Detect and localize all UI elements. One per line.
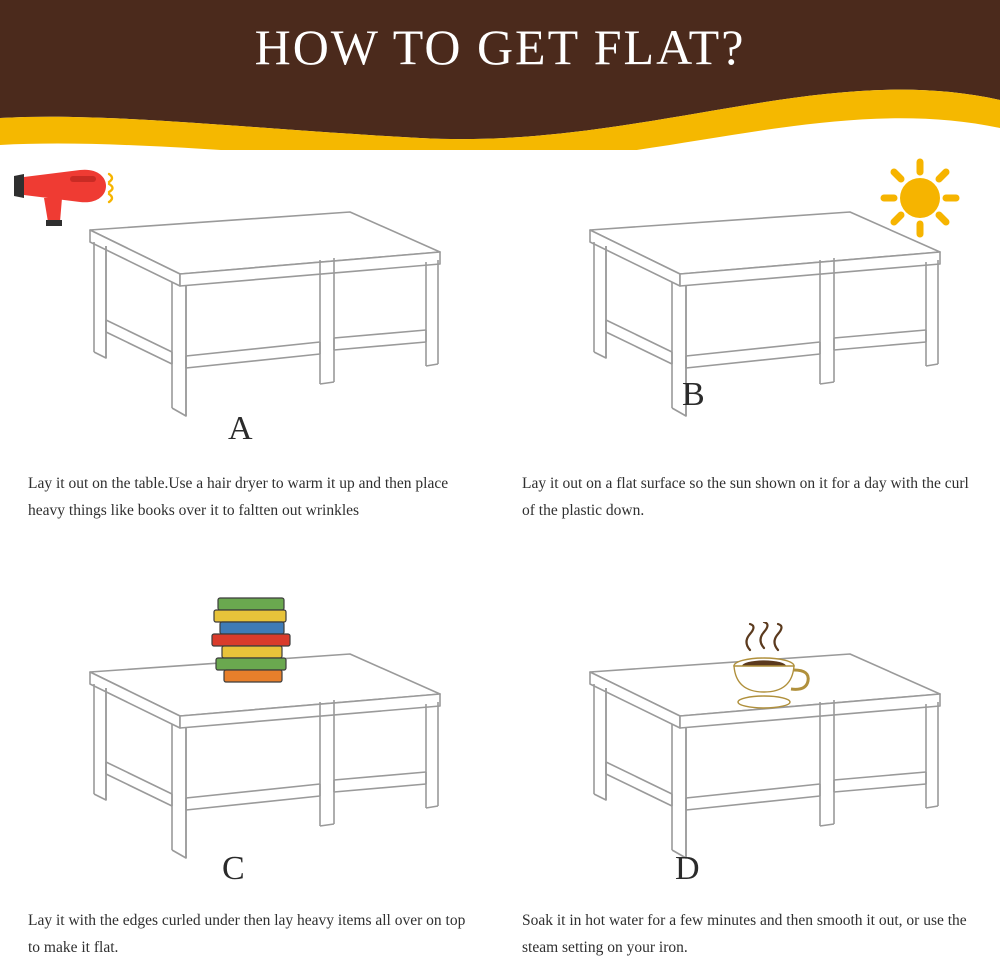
panel-letter-a: A	[228, 410, 253, 447]
page-title: HOW TO GET FLAT?	[254, 19, 746, 75]
panel-caption-c: Lay it with the edges curled under then lay heavy items all over on top to make it flat.	[28, 912, 466, 957]
panel-letter-c: C	[222, 850, 245, 887]
header-banner	[0, 0, 1000, 150]
instruction-panels	[0, 150, 1000, 974]
panel-d	[500, 562, 1000, 974]
panel-letter-d: D	[675, 850, 700, 887]
coffee-cup-icon	[710, 622, 820, 712]
panel-caption-a: Lay it out on the table.Use a hair dryer to warm it up and then place heavy things like books over it to faltten out wrinkles	[28, 475, 449, 520]
panel-caption-b: Lay it out on a flat surface so the sun shown on it for a day with the curl of the plastic down.	[522, 475, 969, 520]
panel-b	[500, 150, 1000, 562]
panel-c	[0, 562, 500, 974]
sun-icon	[870, 150, 970, 245]
panel-caption-d: Soak it in hot water for a few minutes and then smooth it out, or use the steam setting on your iron.	[522, 912, 967, 957]
panel-a	[0, 150, 500, 562]
stack-of-books-icon	[200, 590, 310, 700]
panel-letter-b: B	[682, 376, 705, 413]
hair-dryer-icon	[10, 160, 120, 230]
